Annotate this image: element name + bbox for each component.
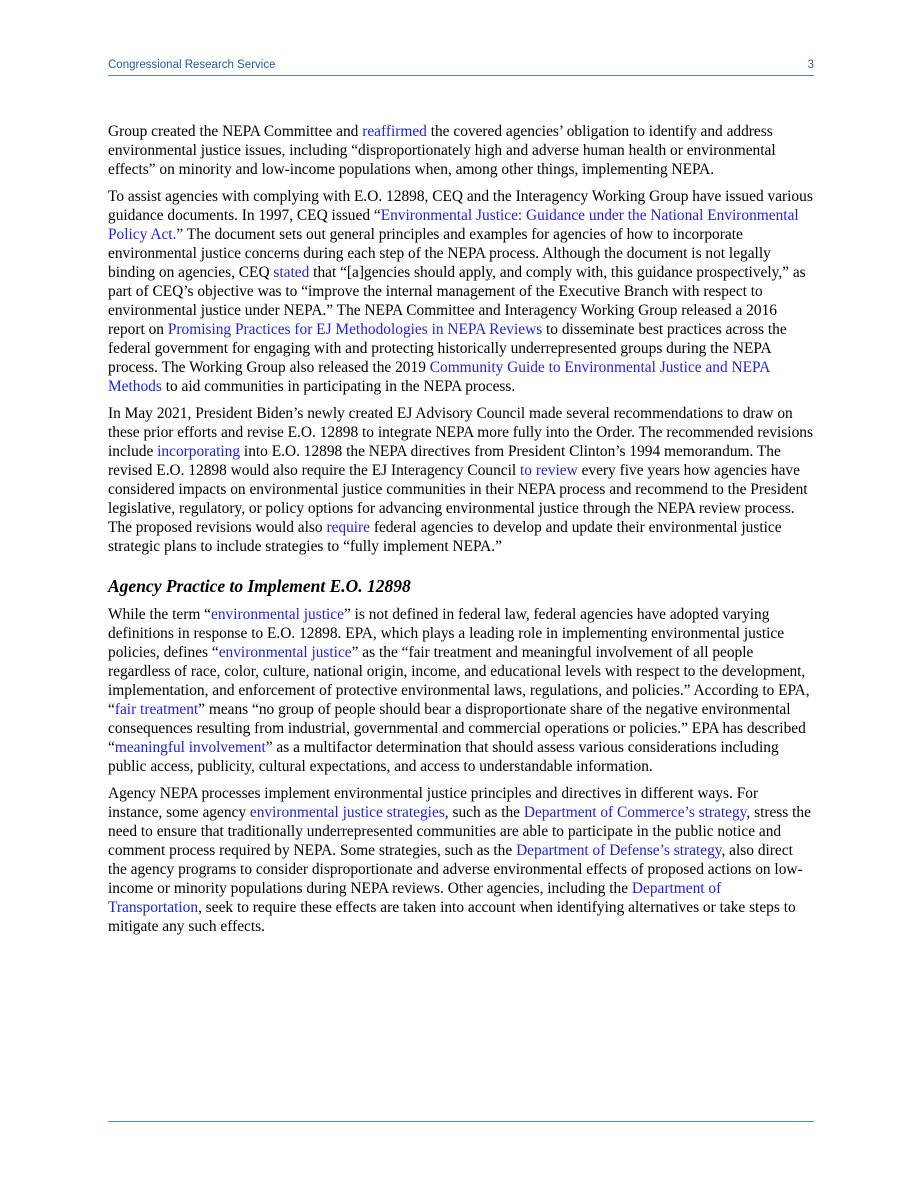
link-reaffirmed[interactable]: reaffirmed: [362, 123, 427, 140]
text: , stress the need to ensure that traditionally underrepresented communities are able to participate in the public notice and comment process required by NEPA. Some strategies, such as the: [108, 804, 811, 859]
paragraph-4: [108, 605, 814, 776]
text: into E.O. 12898 the NEPA directives from President Clinton’s 1994 memorandum. The revised E.O. 12898 would also require the EJ Interagency Council: [108, 443, 781, 479]
text: ” as the “fair treatment and meaningful involvement of all people regardless of race, color, culture, national origin, income, and educational levels with respect to the development, implementation, and enforcement of protective environmental laws, regulations, and policies.” According to EPA, “: [108, 644, 810, 718]
text: ” is not defined in federal law, federal agencies have adopted varying definitions in response to E.O. 12898. EPA, which plays a leading role in implementing environmental justice policies, defines “: [108, 606, 785, 661]
text: In May 2021, President Biden’s newly created EJ Advisory Council made several recommendations to draw on these prior efforts and revise E.O. 12898 to integrate NEPA more fully into the Order. The recommended revisions include: [108, 405, 813, 460]
link-stated[interactable]: stated: [273, 264, 310, 281]
document-body: [108, 122, 814, 944]
text: federal agencies to develop and update their environmental justice strategic plans to include strategies to “fully implement NEPA.”: [108, 519, 782, 555]
paragraph-2: [108, 187, 814, 396]
link-commerce-strategy[interactable]: Department of Commerce’s strategy: [523, 804, 747, 821]
link-ceq-ej-guidance[interactable]: Environmental Justice: Guidance under the National Environmental Policy Act.: [108, 207, 799, 243]
text: , seek to require these effects are taken into account when identifying alternatives or take steps to mitigate any such effects.: [108, 899, 796, 935]
paragraph-3: [108, 404, 814, 556]
text: To assist agencies with complying with E.O. 12898, CEQ and the Interagency Working Group have issued various guidance documents. In 1997, CEQ issued “: [108, 188, 813, 224]
link-epa-environmental-justice[interactable]: environmental justice: [218, 644, 352, 661]
page-header: [108, 58, 814, 76]
page-number: 3: [807, 59, 814, 71]
text: that “[a]gencies should apply, and comply with, this guidance prospectively,” as part of CEQ’s objective was to “improve the internal management of the Executive Branch with respect to environmental justice under NEPA.” The NEPA Committee and Interagency Working Group released a 2016 report on: [108, 264, 806, 338]
paragraph-5: [108, 784, 814, 936]
link-meaningful-involvement[interactable]: meaningful involvement: [114, 739, 266, 756]
text: ” means “no group of people should bear a disproportionate share of the negative environmental consequences resulting from industrial, governmental and commercial operations or policies.” EPA has described “: [108, 701, 806, 756]
text: every five years how agencies have considered impacts on environmental justice communities in their NEPA process and recommend to the President legislative, regulatory, or policy options for advancing environmental justice through the NEPA review process. The proposed revisions would also: [108, 462, 808, 536]
text: ” as a multifactor determination that should assess various considerations including public access, publicity, cultural expectations, and access to understandable information.: [108, 739, 779, 775]
link-environmental-justice[interactable]: environmental justice: [211, 606, 344, 623]
link-promising-practices-report[interactable]: Promising Practices for EJ Methodologies in NEPA Reviews: [167, 321, 543, 338]
link-incorporating[interactable]: incorporating: [157, 443, 241, 460]
text: While the term “: [108, 606, 211, 623]
paragraph-1: [108, 122, 814, 179]
text: to disseminate best practices across the federal government for engaging with and protecting historically underrepresented groups during the NEPA process. The Working Group also released the 2019: [108, 321, 787, 376]
text: Agency NEPA processes implement environmental justice principles and directives in different ways. For instance, some agency: [108, 785, 759, 821]
footer-divider: [108, 1121, 814, 1122]
header-divider: [108, 75, 814, 76]
text: the covered agencies’ obligation to identify and address environmental justice issues, including “disproportionately high and adverse human health or environmental effects” on minority and low-income populations when, among other things, implementing NEPA.: [108, 123, 776, 178]
header-org-name: Congressional Research Service: [108, 59, 276, 71]
link-to-review[interactable]: to review: [520, 462, 578, 479]
section-heading: Agency Practice to Implement E.O. 12898: [108, 576, 411, 596]
link-department-of-transportation[interactable]: Department of Transportation: [108, 880, 722, 916]
text: ” The document sets out general principles and examples for agencies of how to incorporate environmental justice concerns during each step of the NEPA process. Although the document is not legally binding on agencies, CEQ: [108, 226, 771, 281]
link-defense-strategy[interactable]: Department of Defense’s strategy: [516, 842, 722, 859]
link-fair-treatment[interactable]: fair treatment: [114, 701, 199, 718]
link-ej-strategies[interactable]: environmental justice strategies: [249, 804, 445, 821]
text: , also direct the agency programs to consider disproportionate and adverse environmental effects of proposed actions on low-income or minority populations during NEPA reviews. Other agencies, including the: [108, 842, 803, 897]
link-community-guide[interactable]: Community Guide to Environmental Justice and NEPA Methods: [108, 359, 770, 395]
text: , such as the: [444, 804, 524, 821]
link-require[interactable]: require: [326, 519, 371, 536]
text: to aid communities in participating in the NEPA process.: [161, 378, 516, 395]
text: Group created the NEPA Committee and: [108, 123, 363, 140]
